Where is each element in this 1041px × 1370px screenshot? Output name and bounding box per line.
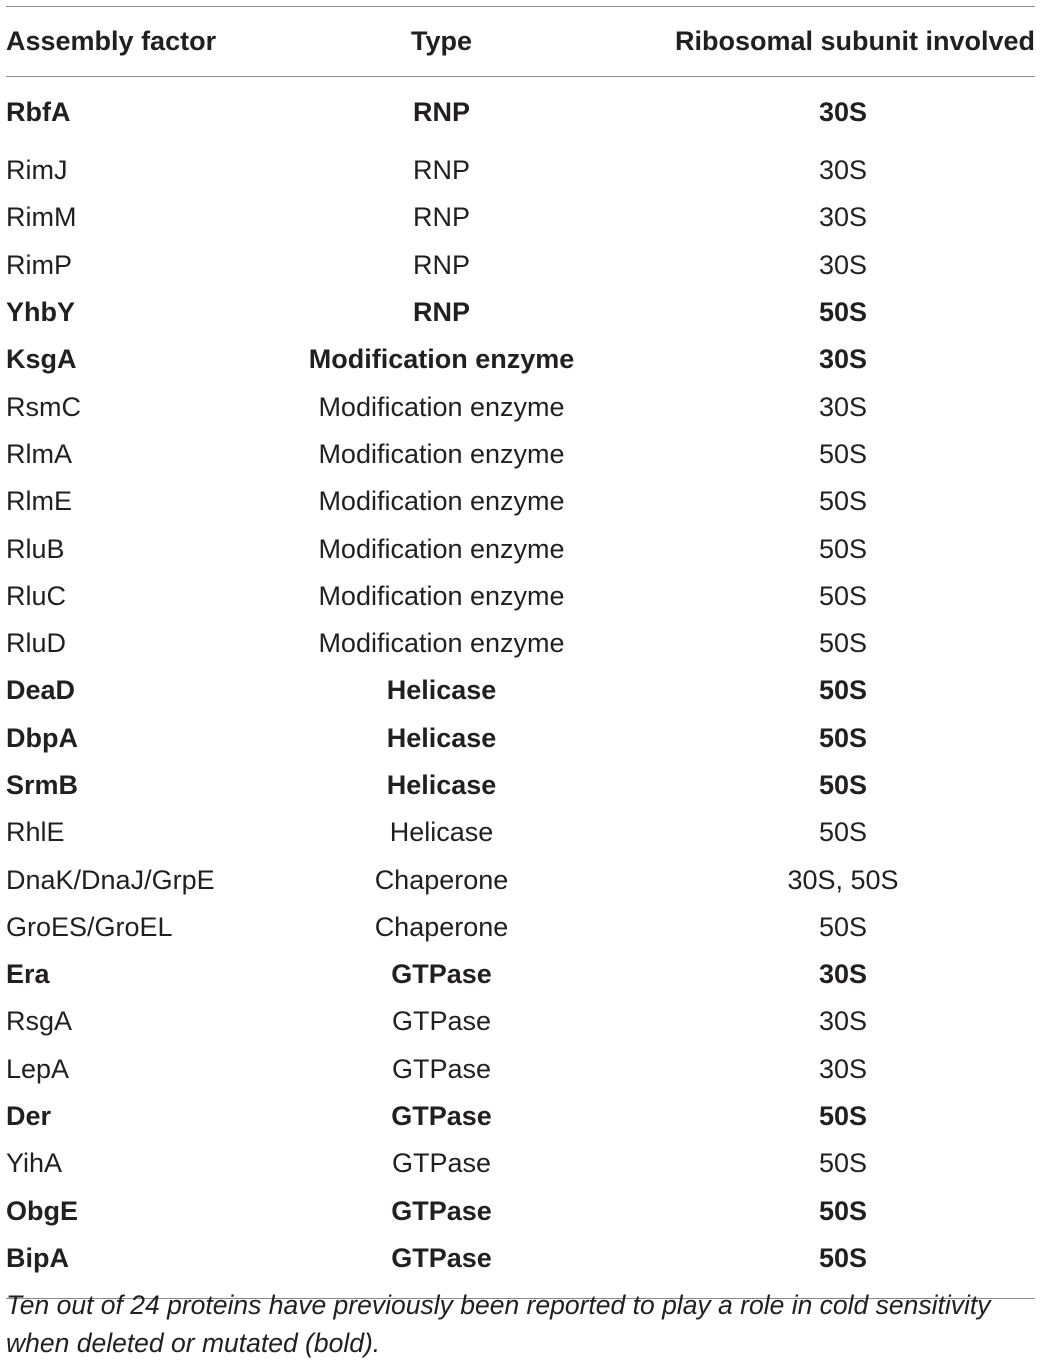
cell-ribosomal-subunit — [639, 383, 1035, 430]
table-footnote: Ten out of 24 proteins have previously been reported to play a role in cold sensitivity when deleted or mutated (bold). — [6, 1290, 991, 1358]
cell-type: Modification enzyme — [308, 344, 575, 375]
cell-assembly-factor: RluD — [6, 628, 67, 659]
subunit-value: 50S — [818, 722, 868, 753]
cell-ribosomal-subunit — [639, 1046, 1035, 1093]
cell-assembly-factor: RlmE — [6, 486, 72, 517]
subunit-value: 50S — [818, 486, 868, 517]
subunit-value: 30S, 50S — [787, 864, 899, 895]
cell-assembly-factor: RsgA — [6, 1006, 73, 1037]
cell-ribosomal-subunit — [639, 194, 1035, 241]
header-row — [6, 7, 1035, 77]
table-row — [6, 242, 1035, 289]
cell-ribosomal-subunit — [639, 951, 1035, 998]
cell-ribosomal-subunit — [639, 715, 1035, 762]
subunit-value: 30S — [818, 959, 868, 990]
cell-ribosomal-subunit — [639, 289, 1035, 336]
subunit-value: 50S — [818, 770, 868, 800]
cell-ribosomal-subunit — [639, 998, 1035, 1045]
cell-ribosomal-subunit — [639, 1093, 1035, 1140]
table-row — [6, 77, 1035, 148]
cell-assembly-factor: KsgA — [6, 344, 77, 375]
cell-assembly-factor: RimJ — [6, 155, 68, 186]
subunit-value: 50S — [818, 1101, 868, 1132]
cell-assembly-factor: DeaD — [6, 675, 76, 706]
cell-type: RNP — [412, 155, 470, 186]
table-row — [6, 1235, 1035, 1282]
cell-ribosomal-subunit — [639, 667, 1035, 714]
subunit-value: 50S — [818, 817, 868, 848]
cell-type: GTPase — [391, 1148, 492, 1179]
subunit-value: 50S — [818, 533, 868, 564]
table-row — [6, 1188, 1035, 1235]
cell-type: RNP — [412, 202, 470, 233]
cell-ribosomal-subunit — [639, 336, 1035, 383]
cell-ribosomal-subunit — [639, 147, 1035, 194]
cell-ribosomal-subunit — [639, 1188, 1035, 1235]
cell-type: Modification enzyme — [318, 628, 565, 659]
cell-type: GTPase — [391, 959, 492, 990]
header-type: Type — [244, 7, 639, 77]
cell-assembly-factor: GroES/GroEL — [6, 911, 173, 942]
cell-ribosomal-subunit — [639, 242, 1035, 289]
table-row — [6, 478, 1035, 525]
cell-type: GTPase — [391, 1242, 492, 1273]
cell-assembly-factor: ObgE — [6, 1195, 78, 1226]
subunit-value: 50S — [818, 1242, 868, 1273]
subunit-value: 30S — [818, 344, 868, 375]
header-ribosomal-subunit: Ribosomal subunit involved — [639, 7, 1035, 77]
cell-type: RNP — [412, 96, 470, 127]
subunit-value: 50S — [818, 580, 868, 611]
subunit-value: 30S — [818, 96, 868, 127]
cell-assembly-factor: LepA — [6, 1053, 70, 1084]
table-body — [6, 77, 1035, 1301]
cell-assembly-factor: RimP — [6, 249, 72, 280]
cell-type: Helicase — [386, 722, 497, 753]
subunit-value: 50S — [818, 911, 868, 942]
cell-type: Helicase — [386, 675, 497, 706]
cell-ribosomal-subunit — [639, 431, 1035, 478]
subunit-value: 30S — [818, 249, 868, 280]
table-row — [6, 620, 1035, 667]
table-row — [6, 998, 1035, 1045]
cell-assembly-factor: YhbY — [6, 297, 76, 328]
cell-type: Chaperone — [374, 911, 509, 942]
cell-assembly-factor: RhlE — [6, 817, 65, 848]
cell-type: Modification enzyme — [318, 438, 565, 469]
subunit-value: 50S — [818, 297, 868, 328]
cell-assembly-factor: DbpA — [6, 722, 78, 753]
assembly-factor-table-container — [6, 6, 1035, 1300]
cell-ribosomal-subunit — [639, 762, 1035, 809]
cell-type: GTPase — [391, 1195, 492, 1226]
subunit-value: 30S — [818, 202, 868, 233]
cell-assembly-factor: DnaK/DnaJ/GrpE — [6, 864, 215, 895]
cell-type: RNP — [412, 249, 470, 280]
subunit-value: 30S — [818, 1006, 868, 1037]
cell-ribosomal-subunit — [639, 525, 1035, 572]
table-row — [6, 289, 1035, 336]
cell-assembly-factor: RluB — [6, 533, 65, 564]
cell-type: RNP — [412, 297, 470, 328]
table-row — [6, 951, 1035, 998]
cell-ribosomal-subunit — [639, 478, 1035, 525]
cell-type: Modification enzyme — [318, 533, 565, 564]
cell-type: Modification enzyme — [318, 580, 565, 611]
cell-assembly-factor: RluC — [6, 580, 67, 611]
table-row — [6, 809, 1035, 856]
subunit-value: 30S — [818, 391, 868, 422]
cell-assembly-factor: Era — [6, 959, 50, 990]
cell-type: GTPase — [391, 1053, 492, 1084]
cell-assembly-factor: BipA — [6, 1242, 69, 1273]
table-row — [6, 431, 1035, 478]
cell-ribosomal-subunit — [639, 856, 1035, 903]
table-row — [6, 194, 1035, 241]
subunit-value: 30S — [818, 155, 868, 186]
cell-type: Modification enzyme — [318, 391, 565, 422]
cell-assembly-factor: YihA — [6, 1148, 63, 1179]
cell-assembly-factor: RbfA — [6, 96, 71, 127]
cell-ribosomal-subunit — [639, 77, 1035, 148]
table-row — [6, 147, 1035, 194]
subunit-value: 30S — [818, 1053, 868, 1084]
cell-assembly-factor: RsmC — [6, 391, 81, 422]
cell-type: Helicase — [389, 817, 494, 848]
cell-type: GTPase — [391, 1006, 492, 1037]
cell-type: Modification enzyme — [318, 486, 565, 517]
table-row — [6, 1046, 1035, 1093]
table-row — [6, 573, 1035, 620]
table-row — [6, 383, 1035, 430]
subunit-value: 50S — [818, 628, 868, 659]
cell-type: Helicase — [386, 770, 497, 800]
cell-type: Chaperone — [374, 864, 509, 895]
subunit-value: 50S — [818, 1148, 868, 1179]
table-row — [6, 762, 1035, 809]
table-row — [6, 336, 1035, 383]
table-row — [6, 715, 1035, 762]
header-assembly-factor: Assembly factor — [6, 7, 244, 77]
cell-ribosomal-subunit — [639, 1140, 1035, 1187]
cell-assembly-factor: Der — [6, 1101, 52, 1132]
subunit-value: 50S — [818, 1195, 868, 1226]
cell-ribosomal-subunit — [639, 1235, 1035, 1282]
cell-type: GTPase — [391, 1101, 492, 1132]
cell-ribosomal-subunit — [639, 809, 1035, 856]
table-row — [6, 904, 1035, 951]
cell-assembly-factor: RimM — [6, 202, 77, 233]
table-row — [6, 856, 1035, 903]
cell-assembly-factor: SrmB — [6, 770, 79, 800]
subunit-value: 50S — [818, 675, 868, 706]
table-header — [6, 7, 1035, 77]
table-row — [6, 1093, 1035, 1140]
cell-assembly-factor: RlmA — [6, 438, 72, 469]
table-row — [6, 1140, 1035, 1187]
assembly-factor-table — [6, 6, 1035, 1300]
table-row — [6, 667, 1035, 714]
table-row — [6, 525, 1035, 572]
cell-ribosomal-subunit — [639, 904, 1035, 951]
cell-ribosomal-subunit — [639, 620, 1035, 667]
cell-ribosomal-subunit — [639, 573, 1035, 620]
subunit-value: 50S — [818, 438, 868, 469]
